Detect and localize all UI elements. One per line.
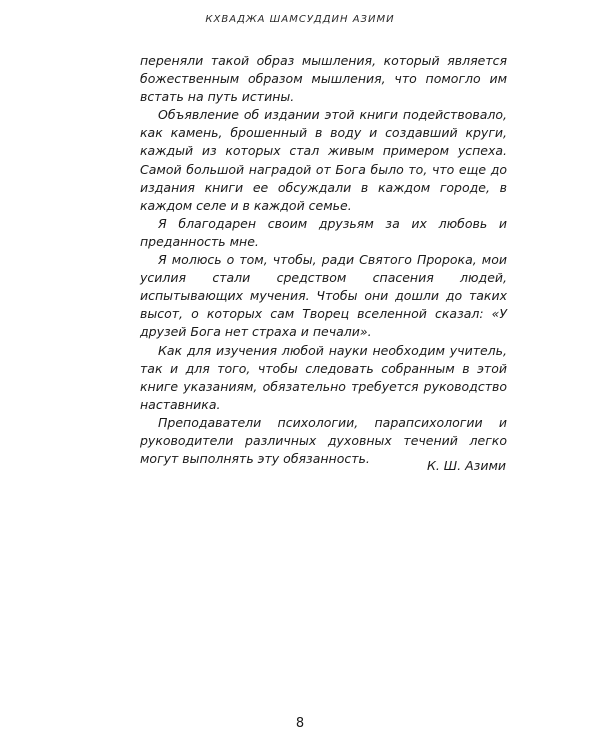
page-number: 8 xyxy=(295,716,305,731)
paragraph: Объявление об издании этой книги подействовало, как камень, брошенный в воду и создавший круги, каждый из которых стал живым примером успеха. Самой большой наградой от Бога было то, что еще до издания книги ее обсуждали в каждом городе, в каждом селе и в каждой семье. xyxy=(140,107,507,213)
paragraph: Как для изучения любой науки необходим учитель, так и для того, чтобы следовать собранным в этой книге указаниям, обязательно требуется руководство наставника. xyxy=(140,342,507,412)
paragraph: Я молюсь о том, чтобы, ради Святого Пророка, мои усилия стали средством спасения людей, испытывающих мучения. Чтобы они дошли до таких высот, о которых сам Творец вселенной сказал: «У друзей Бога нет страха и печали». xyxy=(140,252,507,340)
paragraph: переняли такой образ мышления, который является божественным образом мышления, что помогло им встать на путь истины. xyxy=(140,53,507,105)
author-signature: К. Ш. Азими xyxy=(426,458,506,473)
page-body xyxy=(140,52,507,468)
paragraph: Я благодарен своим друзьям за их любовь и преданность мне. xyxy=(140,215,507,249)
running-header: КХВАДЖА ШАМСУДДИН АЗИМИ xyxy=(205,14,395,25)
paragraph: Преподаватели психологии, парапсихологии и руководители различных духовных течений легко могут выполнять эту обязанность. xyxy=(140,414,507,467)
